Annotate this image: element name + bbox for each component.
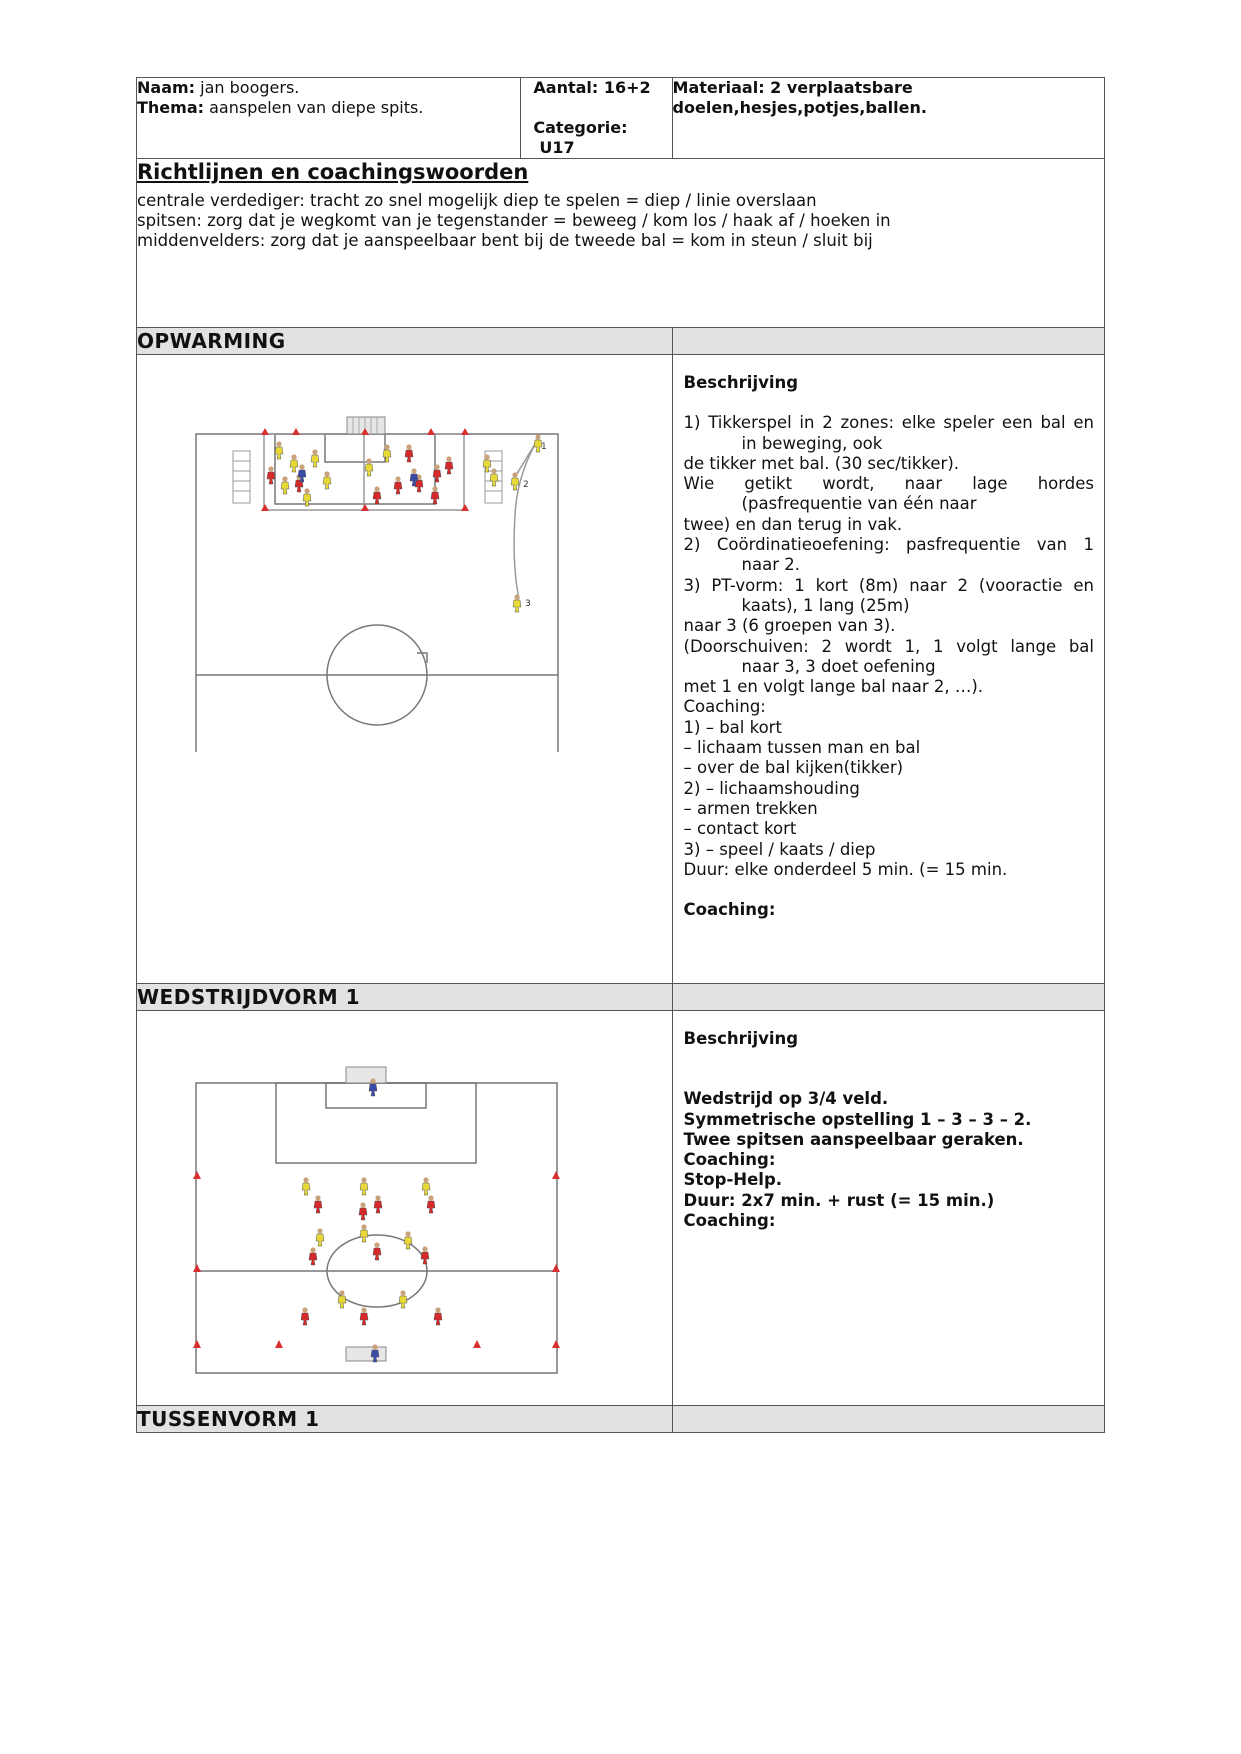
match-title: WEDSTRIJDVORM 1 xyxy=(137,984,673,1011)
guidelines-cell xyxy=(137,159,1105,328)
naam-label: Naam: xyxy=(137,78,196,97)
guideline-line: middenvelders: zorg dat je aanspeelbaar bent bij de tweede bal = kom in steun / sluit bij xyxy=(137,231,873,250)
player-figure xyxy=(309,1247,317,1265)
aantal: Aantal: 16+2 xyxy=(533,78,651,97)
player-figure xyxy=(311,449,319,467)
player-figure xyxy=(323,471,331,489)
player-figure xyxy=(360,1307,368,1325)
player-figure xyxy=(301,1307,309,1325)
player-figure xyxy=(445,456,453,474)
training-sheet xyxy=(136,77,1105,1433)
desc-line: Wie getikt wordt, naar lage hordes xyxy=(683,474,1094,494)
pitch-outline xyxy=(196,1083,557,1373)
desc-line: – over de bal kijken(tikker) xyxy=(683,758,904,778)
materiaal-line2: doelen,hesjes,potjes,ballen. xyxy=(672,98,927,117)
header-row xyxy=(137,78,1105,159)
desc-line: (Doorschuiven: 2 wordt 1, 1 volgt lange bal xyxy=(683,636,1094,656)
player-figure xyxy=(405,444,413,462)
player-figure xyxy=(431,486,439,504)
player-figure xyxy=(360,1177,368,1195)
warmup-diagram-cell xyxy=(137,355,673,984)
between-header-empty xyxy=(672,1406,1104,1433)
player-figure xyxy=(275,441,283,459)
guidelines-row xyxy=(137,159,1105,328)
desc-line: Wedstrijd op 3/4 veld. xyxy=(683,1089,889,1109)
player-figure xyxy=(316,1228,324,1246)
desc-line: naar 3, 3 doet oefening xyxy=(741,656,936,676)
player-figure xyxy=(267,466,275,484)
desc-line: 2) Coördinatieoefening: pasfrequentie van 1 xyxy=(683,535,1094,555)
match-desc-label: Beschrijving xyxy=(683,1029,799,1048)
naam-value: jan boogers. xyxy=(200,78,300,97)
match-description-cell xyxy=(672,1011,1104,1406)
desc-line: – armen trekken xyxy=(683,798,818,818)
player-figure xyxy=(281,476,289,494)
desc-line: Coaching: xyxy=(683,1211,776,1231)
categorie-label: Categorie: xyxy=(533,118,628,137)
player-figure xyxy=(399,1290,407,1308)
material-cell xyxy=(672,78,1104,159)
guidelines-title: Richtlijnen en coachingswoorden xyxy=(137,160,529,184)
warmup-coaching-label: Coaching: xyxy=(683,900,776,920)
pass-line xyxy=(514,439,538,599)
hurdles-left xyxy=(233,451,250,503)
warmup-description xyxy=(673,355,1104,920)
player-figure xyxy=(374,1195,382,1213)
player-figure xyxy=(359,1202,367,1220)
player-figure xyxy=(433,464,441,482)
player-figure xyxy=(373,1242,381,1260)
goal-net-bottom xyxy=(346,1347,386,1361)
goal-area xyxy=(325,434,385,462)
warmup-description-cell xyxy=(672,355,1104,984)
player-figure xyxy=(511,472,519,490)
guideline-line: spitsen: zorg dat je wegkomt van je tegenstander = beweeg / kom los / haak af / hoeken in xyxy=(137,211,891,230)
desc-line: kaats), 1 lang (25m) xyxy=(741,595,910,615)
desc-line: 1) – bal kort xyxy=(683,717,782,737)
desc-line: Duur: elke onderdeel 5 min. (= 15 min. xyxy=(683,859,1008,879)
player-figure xyxy=(404,1231,412,1249)
player-figure xyxy=(314,1195,322,1213)
materiaal-line1: Materiaal: 2 verplaatsbare xyxy=(672,78,913,97)
player-figure xyxy=(360,1224,368,1242)
desc-line: naar 3 (6 groepen van 3). xyxy=(683,616,896,636)
desc-line: 3) PT-vorm: 1 kort (8m) naar 2 (vooractie en xyxy=(683,575,1094,595)
warmup-content-row xyxy=(137,355,1105,984)
player-figure xyxy=(427,1195,435,1213)
desc-line: Stop-Help. xyxy=(683,1170,783,1190)
desc-line: 1) Tikkerspel in 2 zones: elke speler een bal en xyxy=(683,413,1094,433)
match-header-empty xyxy=(672,984,1104,1011)
goal-net-top xyxy=(346,1067,386,1083)
name-theme-cell xyxy=(137,78,521,159)
desc-line: twee) en dan terug in vak. xyxy=(683,514,903,534)
warmup-diagram xyxy=(137,355,671,983)
between-title: TUSSENVORM 1 xyxy=(137,1406,673,1433)
sheet-table xyxy=(136,77,1105,1433)
player-figure xyxy=(421,1246,429,1264)
between-header-row xyxy=(137,1406,1105,1433)
count-category-cell xyxy=(521,78,672,159)
desc-line: 2) – lichaamshouding xyxy=(683,778,860,798)
player-figure xyxy=(302,1177,310,1195)
desc-line: Duur: 2x7 min. + rust (= 15 min.) xyxy=(683,1190,995,1210)
warmup-header-row xyxy=(137,328,1105,355)
desc-line: in beweging, ook xyxy=(741,433,883,453)
desc-line: naar 2. xyxy=(741,555,800,575)
desc-line: 3) – speel / kaats / diep xyxy=(683,839,876,859)
desc-line: Twee spitsen aanspeelbaar geraken. xyxy=(683,1129,1024,1149)
player-figure xyxy=(338,1290,346,1308)
match-content-row xyxy=(137,1011,1105,1406)
warmup-title: OPWARMING xyxy=(137,328,673,355)
match-header-row xyxy=(137,984,1105,1011)
guideline-line: centrale verdediger: tracht zo snel mogelijk diep te spelen = diep / linie overslaan xyxy=(137,191,817,210)
position-label-2: 2 xyxy=(523,480,529,490)
desc-line: de tikker met bal. (30 sec/tikker). xyxy=(683,453,960,473)
warmup-header-empty xyxy=(672,328,1104,355)
match-players xyxy=(301,1078,442,1362)
categorie-value: U17 xyxy=(539,138,575,157)
player-figure xyxy=(373,486,381,504)
penalty-box xyxy=(276,1083,476,1163)
match-description xyxy=(673,1011,1104,1231)
desc-line: Coaching: xyxy=(683,697,766,717)
position-label-1: 1 xyxy=(541,442,547,452)
desc-line: met 1 en volgt lange bal naar 2, …). xyxy=(683,677,984,697)
desc-line: – lichaam tussen man en bal xyxy=(683,738,921,758)
player-figure xyxy=(290,454,298,472)
warmup-desc-label: Beschrijving xyxy=(683,373,799,392)
desc-line: – contact kort xyxy=(683,819,797,839)
player-figure xyxy=(483,454,491,472)
player-figure xyxy=(394,476,402,494)
player-figure xyxy=(365,458,373,476)
position-label-3: 3 xyxy=(525,599,531,609)
thema-label: Thema: xyxy=(137,98,205,117)
desc-line: (pasfrequentie van één naar xyxy=(741,494,977,514)
desc-line: Coaching: xyxy=(683,1150,776,1170)
player-figure xyxy=(434,1307,442,1325)
player-figure xyxy=(422,1177,430,1195)
thema-value: aanspelen van diepe spits. xyxy=(209,98,424,117)
player-figure xyxy=(513,594,521,612)
match-diagram-cell xyxy=(137,1011,673,1406)
player-figure xyxy=(383,444,391,462)
desc-line: Symmetrische opstelling 1 – 3 – 3 – 2. xyxy=(683,1109,1032,1129)
penalty-box xyxy=(275,434,435,504)
match-diagram xyxy=(137,1011,671,1405)
